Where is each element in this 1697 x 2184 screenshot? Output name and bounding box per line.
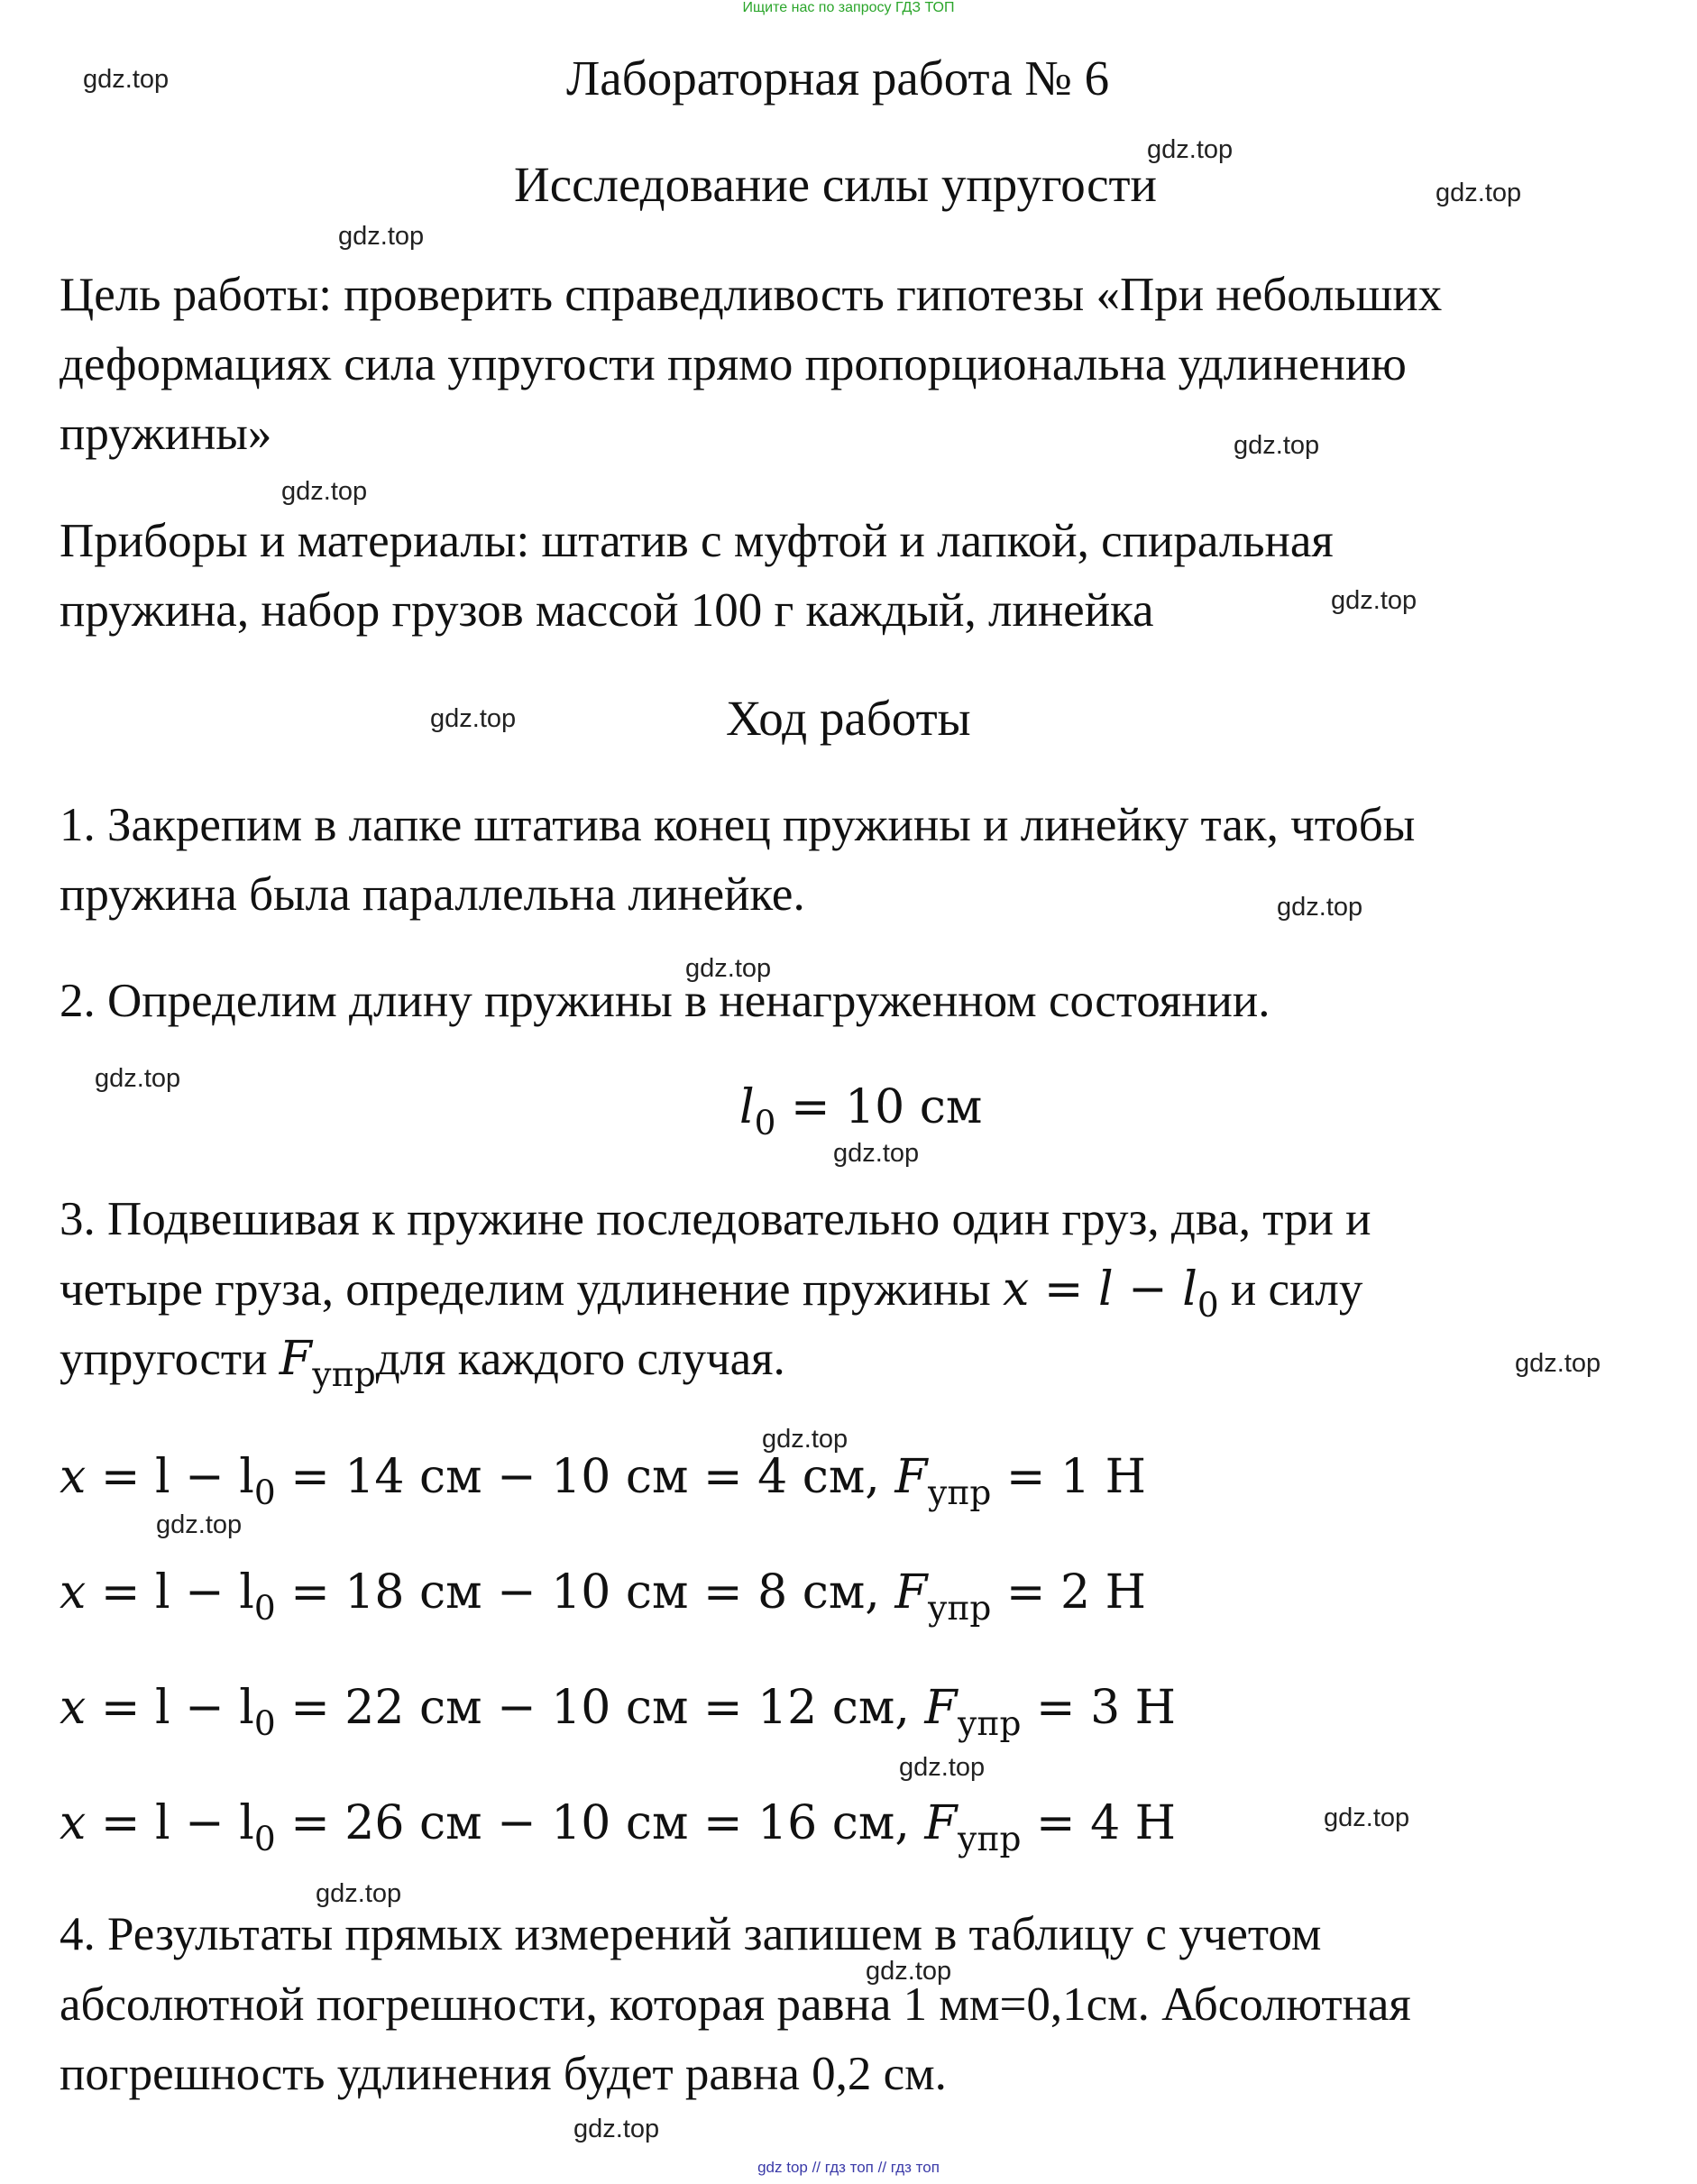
calc-F: F [894, 1450, 928, 1504]
watermark: gdz.top [316, 1879, 402, 1908]
calc-prefix: = l − l [86, 1681, 254, 1735]
calc-F: F [924, 1681, 958, 1735]
step4-line-2: абсолютной погрешности, которая равна 1 мм=0,1см. Абсолютная [60, 1978, 1411, 2031]
equipment-line-1: Приборы и материалы: штатив с муфтой и лапкой, спиральная [60, 515, 1334, 567]
step4-line-1: 4. Результаты прямых измерений запишем в таблицу с учетом [60, 1908, 1322, 1960]
calc-mid: = 26 см − 10 см = 16 см, [275, 1796, 925, 1850]
step2-formula [739, 1080, 983, 1143]
calc-row: $x = l - l_0 = 22$ см − 10 см = 12 см, $F_{упр} = 3$ Н [60, 1681, 1177, 1744]
calc-sub: 0 [253, 1819, 276, 1859]
calc-sub: 0 [253, 1473, 276, 1513]
watermark: gdz.top [1277, 893, 1363, 922]
step4-line-3: погрешность удлинения будет равна 0,2 см. [60, 2048, 947, 2100]
calc-force: = 3 Н [1021, 1681, 1177, 1735]
calc-force: = 2 Н [991, 1565, 1146, 1620]
watermark: gdz.top [833, 1139, 920, 1168]
step3-formula-main: x = l − l [1003, 1262, 1197, 1317]
goal-line-1: Цель работы: проверить справедливость гипотезы «При небольших [60, 269, 1443, 321]
watermark: gdz.top [338, 222, 425, 251]
calc-sub: 0 [253, 1703, 276, 1744]
watermark: gdz.top [899, 1753, 986, 1782]
step3-line2-tail: и силу [1218, 1263, 1363, 1316]
watermark: gdz.top [1436, 179, 1522, 207]
calc-Fsub: упр [957, 1703, 1022, 1744]
calc-force: = 4 Н [1021, 1796, 1177, 1850]
page-title: Лабораторная работа № 6 [566, 50, 1110, 106]
watermark: gdz.top [685, 954, 772, 983]
calc-F: F [894, 1565, 928, 1620]
step3-line3-tail: для каждого случая. [375, 1333, 785, 1385]
step3-F-symbol: F [279, 1332, 312, 1386]
bottom-banner[interactable]: gdz top // гдз топ // гдз топ [757, 2159, 940, 2176]
calc-Fsub: упр [927, 1473, 992, 1513]
page-subtitle: Исследование силы упругости [514, 157, 1157, 212]
watermark: gdz.top [1147, 135, 1234, 164]
watermark: gdz.top [281, 477, 368, 506]
step3-line-2 [60, 1262, 1363, 1326]
watermark: gdz.top [573, 2115, 660, 2143]
watermark: gdz.top [156, 1510, 243, 1539]
step3-line3-F [279, 1332, 376, 1395]
step3-line3-text: упругости [60, 1333, 280, 1385]
calc-Fsub: упр [927, 1588, 992, 1629]
watermark: gdz.top [430, 704, 517, 733]
step1-line-1: 1. Закрепим в лапке штатива конец пружины и линейку так, чтобы [60, 799, 1416, 851]
calc-force: = 1 Н [991, 1450, 1146, 1504]
watermark: gdz.top [1234, 431, 1320, 460]
calc-row: $x = l - l_0 = 14$ см − 10 см = 4 см, $F_{упр} = 1$ Н [60, 1450, 1146, 1513]
watermark: gdz.top [762, 1425, 848, 1454]
calc-mid: = 14 см − 10 см = 4 см, [275, 1450, 895, 1504]
step3-line2-formula [1003, 1262, 1219, 1326]
calc-prefix: = l − l [86, 1450, 254, 1504]
calc-mid: = 18 см − 10 см = 8 см, [275, 1565, 895, 1620]
equipment-line-2: пружина, набор грузов массой 100 г каждый, линейка [60, 584, 1154, 637]
formula-rest: = 10 см [775, 1080, 983, 1134]
watermark: gdz.top [1331, 586, 1417, 615]
watermark: gdz.top [83, 65, 170, 94]
step3-formula-sub: 0 [1197, 1285, 1219, 1326]
goal-line-2: деформациях сила упругости прямо пропорциональна удлинению [60, 338, 1407, 390]
step3-F-sub: упр [311, 1354, 376, 1395]
watermark: gdz.top [1324, 1803, 1410, 1832]
calc-prefix: = l − l [86, 1796, 254, 1850]
step3-line-3 [60, 1332, 785, 1395]
watermark: gdz.top [866, 1957, 952, 1986]
formula-var: l [739, 1080, 755, 1134]
step3-line2-text: четыре груза, определим удлинение пружины [60, 1263, 1003, 1316]
watermark: gdz.top [95, 1064, 181, 1093]
watermark: gdz.top [1515, 1349, 1601, 1378]
step1-line-2: пружина была параллельна линейке. [60, 868, 805, 921]
calc-mid: = 22 см − 10 см = 12 см, [275, 1681, 925, 1735]
calc-sub: 0 [253, 1588, 276, 1629]
procedure-title: Ход работы [726, 691, 971, 746]
step3-line-1: 3. Подвешивая к пружине последовательно один груз, два, три и [60, 1193, 1371, 1245]
calc-Fsub: упр [957, 1819, 1022, 1859]
calc-row: $x = l - l_0 = 26$ см − 10 см = 16 см, $F_{упр} = 4$ Н [60, 1796, 1177, 1859]
calc-row: $x = l - l_0 = 18$ см − 10 см = 8 см, $F_{упр} = 2$ Н [60, 1565, 1146, 1629]
step2-line-1: 2. Определим длину пружины в ненагруженном состоянии. [60, 975, 1270, 1027]
top-banner[interactable]: Ищите нас по запросу ГДЗ ТОП [742, 0, 955, 15]
calc-prefix: = l − l [86, 1565, 254, 1620]
calc-F: F [924, 1796, 958, 1850]
formula-sub: 0 [754, 1103, 776, 1143]
goal-line-3: пружины» [60, 408, 272, 460]
